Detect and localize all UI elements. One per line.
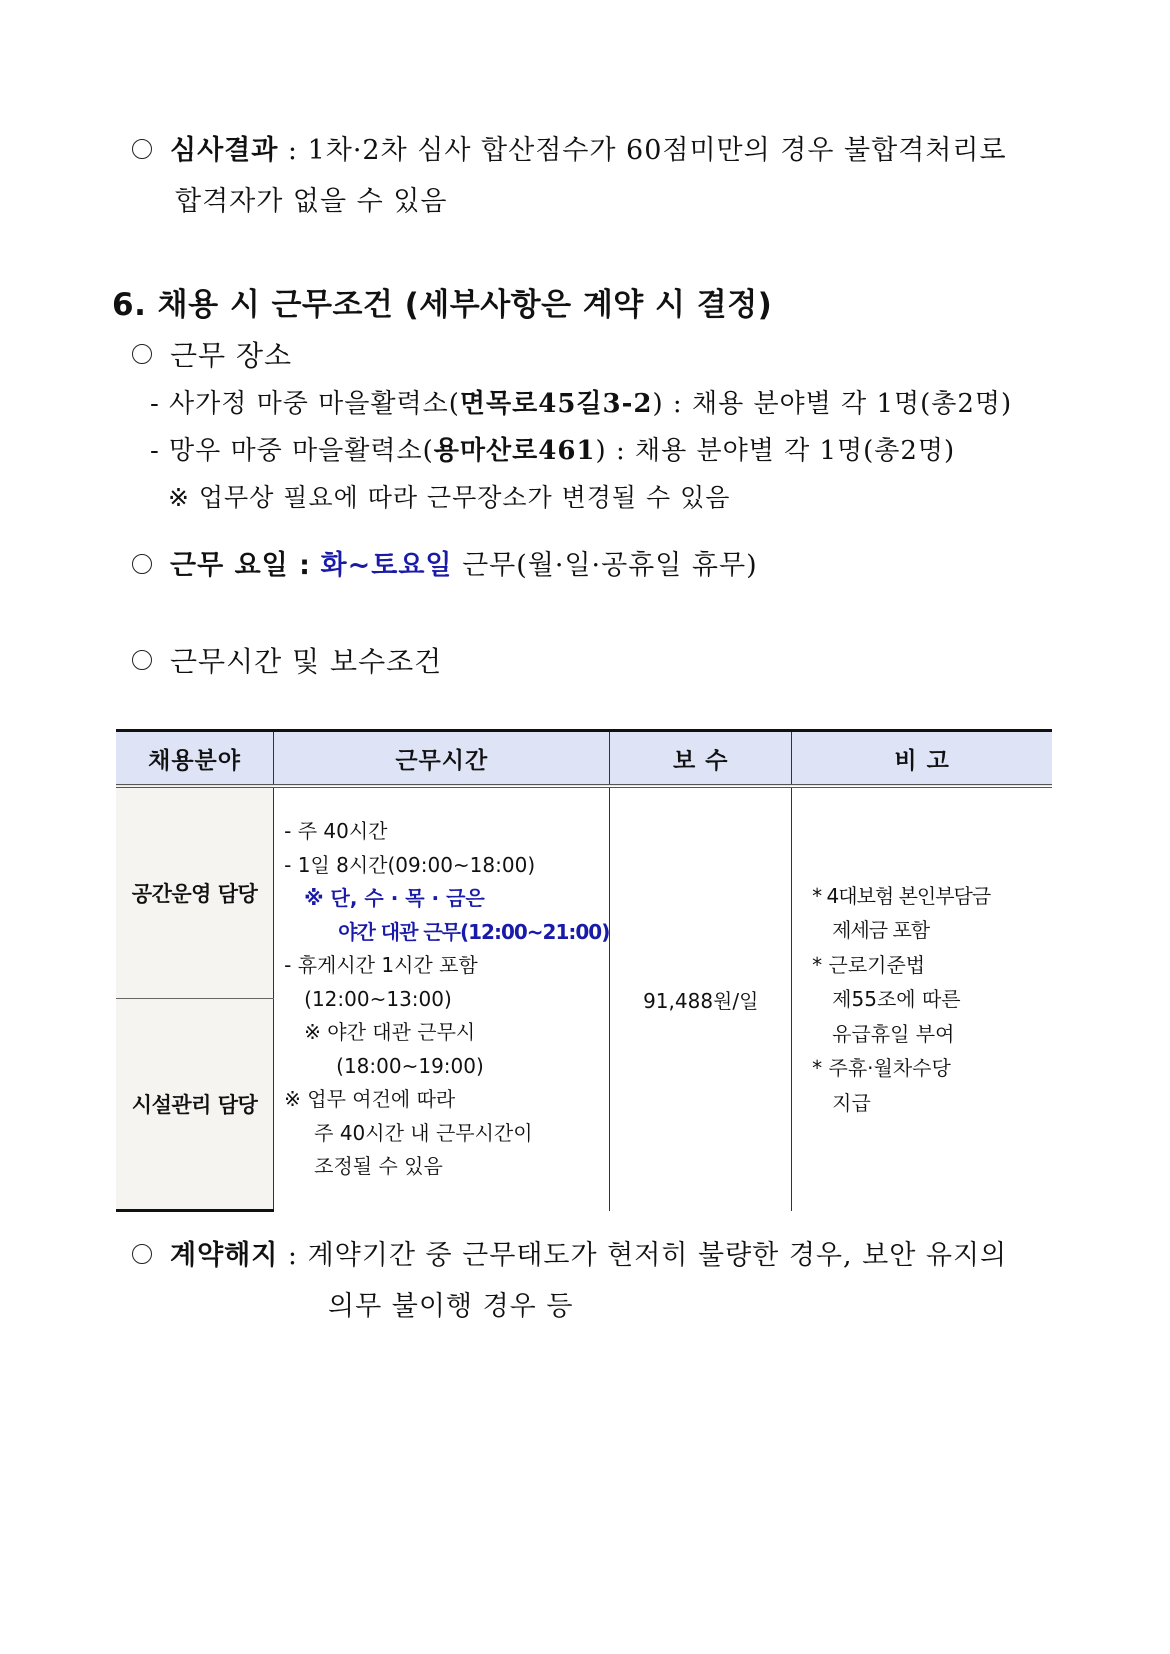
contract-termination-text: 계약기간 중 근무태도가 현저히 불량한 경우, 보안 유지의 (307, 1240, 1008, 1271)
circle-bullet-icon (132, 650, 152, 670)
work-location-heading: 근무 장소 (132, 334, 292, 374)
contract-termination-label: 계약해지 (170, 1240, 279, 1271)
work-days-label: 근무 요일 : (170, 550, 311, 581)
work-days-text: 근무(월·일·공휴일 휴무) (462, 550, 758, 581)
hours-cell: - 주 40시간 - 1일 8시간(09:00~18:00) ※ 단, 수 · 목 · 금은 야간 대관 근무(12:00~21:00) - 휴게시간 1시간 포함 (12:00~13:00) ※ 야간 대관 근무시 (18:00~19:00) ※ 업무 여건에 따라 주 40시간 내 근무시간이 조정될 수 있음 (274, 786, 610, 1211)
contract-termination-line2: 의무 불이행 경우 등 (328, 1291, 574, 1322)
work-days-highlight: 화~토요일 (320, 550, 453, 581)
hours-pay-heading: 근무시간 및 보수조건 (132, 640, 442, 680)
work-location-item: - 망우 마중 마을활력소(용마산로461) : 채용 분야별 각 1명(총2명) (150, 436, 956, 466)
work-location-note: ※ 업무상 필요에 따라 근무장소가 변경될 수 있음 (168, 483, 731, 512)
review-result-label: 심사결과 (170, 135, 279, 166)
review-result-text: 1차·2차 심사 합산점수가 60점미만의 경우 불합격처리로 (307, 135, 1007, 166)
notes-cell: * 4대보험 본인부담금 제세금 포함 * 근로기준법 제55조에 따른 유급휴일 부여 * 주휴·월차수당 지급 (792, 786, 1052, 1211)
work-location-item: - 사가정 마중 마을활력소(면목로45길3-2) : 채용 분야별 각 1명(총2명) (150, 389, 1013, 419)
circle-bullet-icon (132, 344, 152, 364)
column-header: 비 고 (792, 731, 1052, 787)
table-header-row (116, 731, 1052, 787)
conditions-table (116, 729, 1052, 1212)
address: 용마산로461 (433, 436, 596, 466)
column-header: 채용분야 (116, 731, 274, 787)
column-header: 보 수 (610, 731, 792, 787)
contract-termination-line1: 계약해지 : 계약기간 중 근무태도가 현저히 불량한 경우, 보안 유지의 (132, 1233, 1007, 1272)
circle-bullet-icon (132, 1244, 152, 1264)
pay-cell: 91,488원/일 (610, 786, 792, 1211)
table-row (116, 786, 1052, 999)
address: 면목로45길3-2 (459, 389, 653, 419)
review-result-line1: 심사결과 : 1차·2차 심사 합산점수가 60점미만의 경우 불합격처리로 (132, 128, 1007, 167)
section-heading: 6. 채용 시 근무조건 (세부사항은 계약 시 결정) (112, 287, 773, 323)
work-days-line (132, 543, 758, 582)
review-result-line2: 합격자가 없을 수 있음 (175, 186, 448, 217)
circle-bullet-icon (132, 554, 152, 574)
column-header: 근무시간 (274, 731, 610, 787)
field-cell: 공간운영 담당 (116, 786, 274, 999)
circle-bullet-icon (132, 139, 152, 159)
field-cell: 시설관리 담당 (116, 999, 274, 1211)
